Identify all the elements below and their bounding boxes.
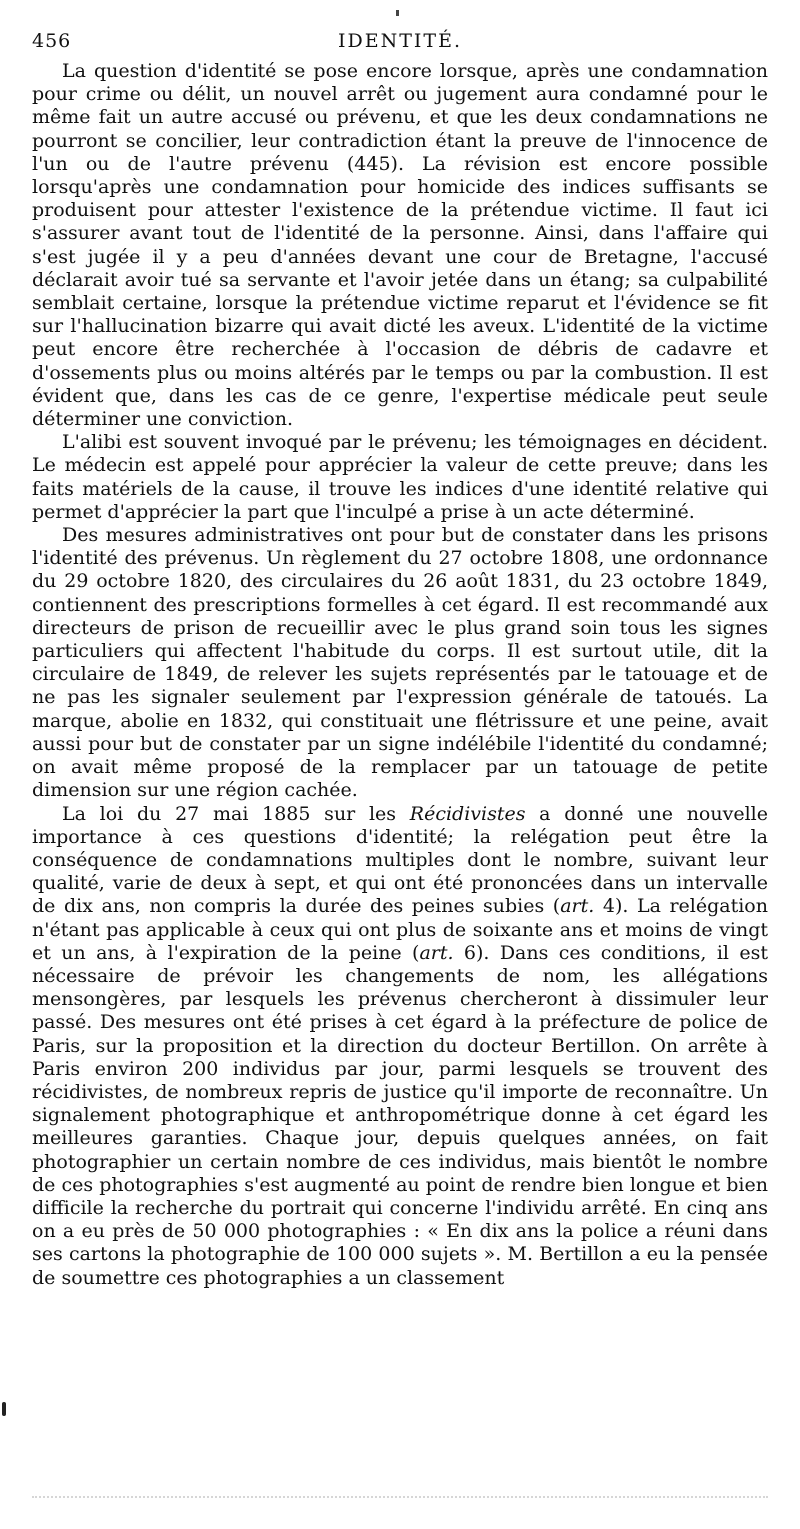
text-run: La loi du 27 mai 1885 sur les bbox=[62, 802, 410, 825]
text-run: a donné une nouvelle importance à ces questions d'identité; la relégation peut être la conséquence de condamnations multiples dont le nombre, suivant leur qualité, varie de deux à sept, et qui ont été prononcées dans un intervalle de dix ans, non compris la durée des peines subies ( bbox=[32, 802, 768, 918]
margin-mark bbox=[2, 1402, 6, 1416]
footer-smudge bbox=[32, 1496, 768, 1500]
text-run: L'alibi est souvent invoqué par le prévenu; les témoignages en décident. Le médecin est appelé pour apprécier la valeur de cette preuve; dans les faits matériels de la cause, il trouve les indices d'une identité relative qui permet d'apprécier la part que l'inculpé a prise à un acte déterminé. bbox=[32, 431, 768, 523]
paragraph bbox=[32, 524, 768, 802]
text-run: 6). Dans ces conditions, il est nécessaire de prévoir les changements de nom, les allégations mensongères, par lesquels les prévenus chercheront à dissimuler leur passé. Des mesures ont été prises à cet égard à la préfecture de police de Paris, sur la proposition et la direction du docteur Bertillon. On arrête à Paris environ 200 individus par jour, parmi lesquels se trouvent des récidivistes, de nombreux repris de justice qu'il importe de reconnaître. Un signalement photographique et anthropométrique donne à cet égard les meilleures garanties. Chaque jour, depuis quelques années, on fait photographier un certain nombre de ces individus, mais bientôt le nombre de ces photographies s'est augmenté au point de rendre bien longue et bien difficile la recherche du portrait qui concerne l'individu arrêté. En cinq ans on a eu près de 50 000 photographies : « En dix ans la police a réuni dans ses cartons la photographie de 100 000 sujets ». M. Bertillon a eu la pensée de soumettre ces photographies a un classement bbox=[32, 941, 768, 1289]
italic-text: art. bbox=[560, 895, 595, 918]
text-run: 4). La relégation n'étant pas applicable à ceux qui ont plus de soixante ans et moins de vingt et un ans, à l'expiration de la peine ( bbox=[32, 895, 768, 964]
italic-text: Récidivistes bbox=[409, 802, 526, 825]
page-header bbox=[32, 30, 768, 56]
page-number: 456 bbox=[32, 30, 72, 52]
text-run: Des mesures administratives ont pour but de constater dans les prisons l'identité des prévenus. Un règlement du 27 octobre 1808, une ordonnance du 29 octobre 1820, des circulaires du 26 août 1831, du 23 octobre 1849, contiennent des prescriptions formelles à cet égard. Il est recommandé aux directeurs de prison de recueillir avec le plus grand soin tous les signes particuliers qui affectent l'habitude du corps. Il est surtout utile, dit la circulaire de 1849, de relever les sujets représentés par le tatouage et de ne pas les signaler seulement par l'expression générale de tatoués. La marque, abolie en 1832, qui constituait une flétrissure et une peine, avait aussi pour but de constater par un signe indélébile l'identité du condamné; on avait même proposé de la remplacer par un tatouage de petite dimension sur une région cachée. bbox=[32, 524, 768, 802]
paragraph bbox=[32, 803, 768, 1290]
running-title: IDENTITÉ. bbox=[338, 30, 462, 52]
italic-text: art. bbox=[419, 941, 454, 964]
body-text bbox=[32, 60, 768, 1290]
paragraph bbox=[32, 431, 768, 524]
printing-speck bbox=[396, 10, 399, 16]
paragraph bbox=[32, 60, 768, 431]
text-run: La question d'identité se pose encore lorsque, après une condamnation pour crime ou délit, un nouvel arrêt ou jugement aura condamné pour le même fait un autre accusé ou prévenu, et que les deux condamnations ne pourront se concilier, leur contradiction étant la preuve de l'innocence de l'un ou de l'autre prévenu (445). La révision est encore possible lorsqu'après une condamnation pour homicide des indices suffisants se produisent pour attester l'existence de la prétendue victime. Il faut ici s'assurer avant tout de l'identité de la personne. Ainsi, dans l'affaire qui s'est jugée il y a peu d'années devant une cour de Bretagne, l'accusé déclarait avoir tué sa servante et l'avoir jetée dans un étang; sa culpabilité semblait certaine, lorsque la prétendue victime reparut et l'évidence se fit sur l'hallucination bizarre qui avait dicté les aveux. L'identité de la victime peut encore être recherchée à l'occasion de débris de cadavre et d'ossements plus ou moins altérés par le temps ou par la combustion. Il est évident que, dans les cas de ce genre, l'expertise médicale peut seule déterminer une conviction. bbox=[32, 60, 768, 431]
